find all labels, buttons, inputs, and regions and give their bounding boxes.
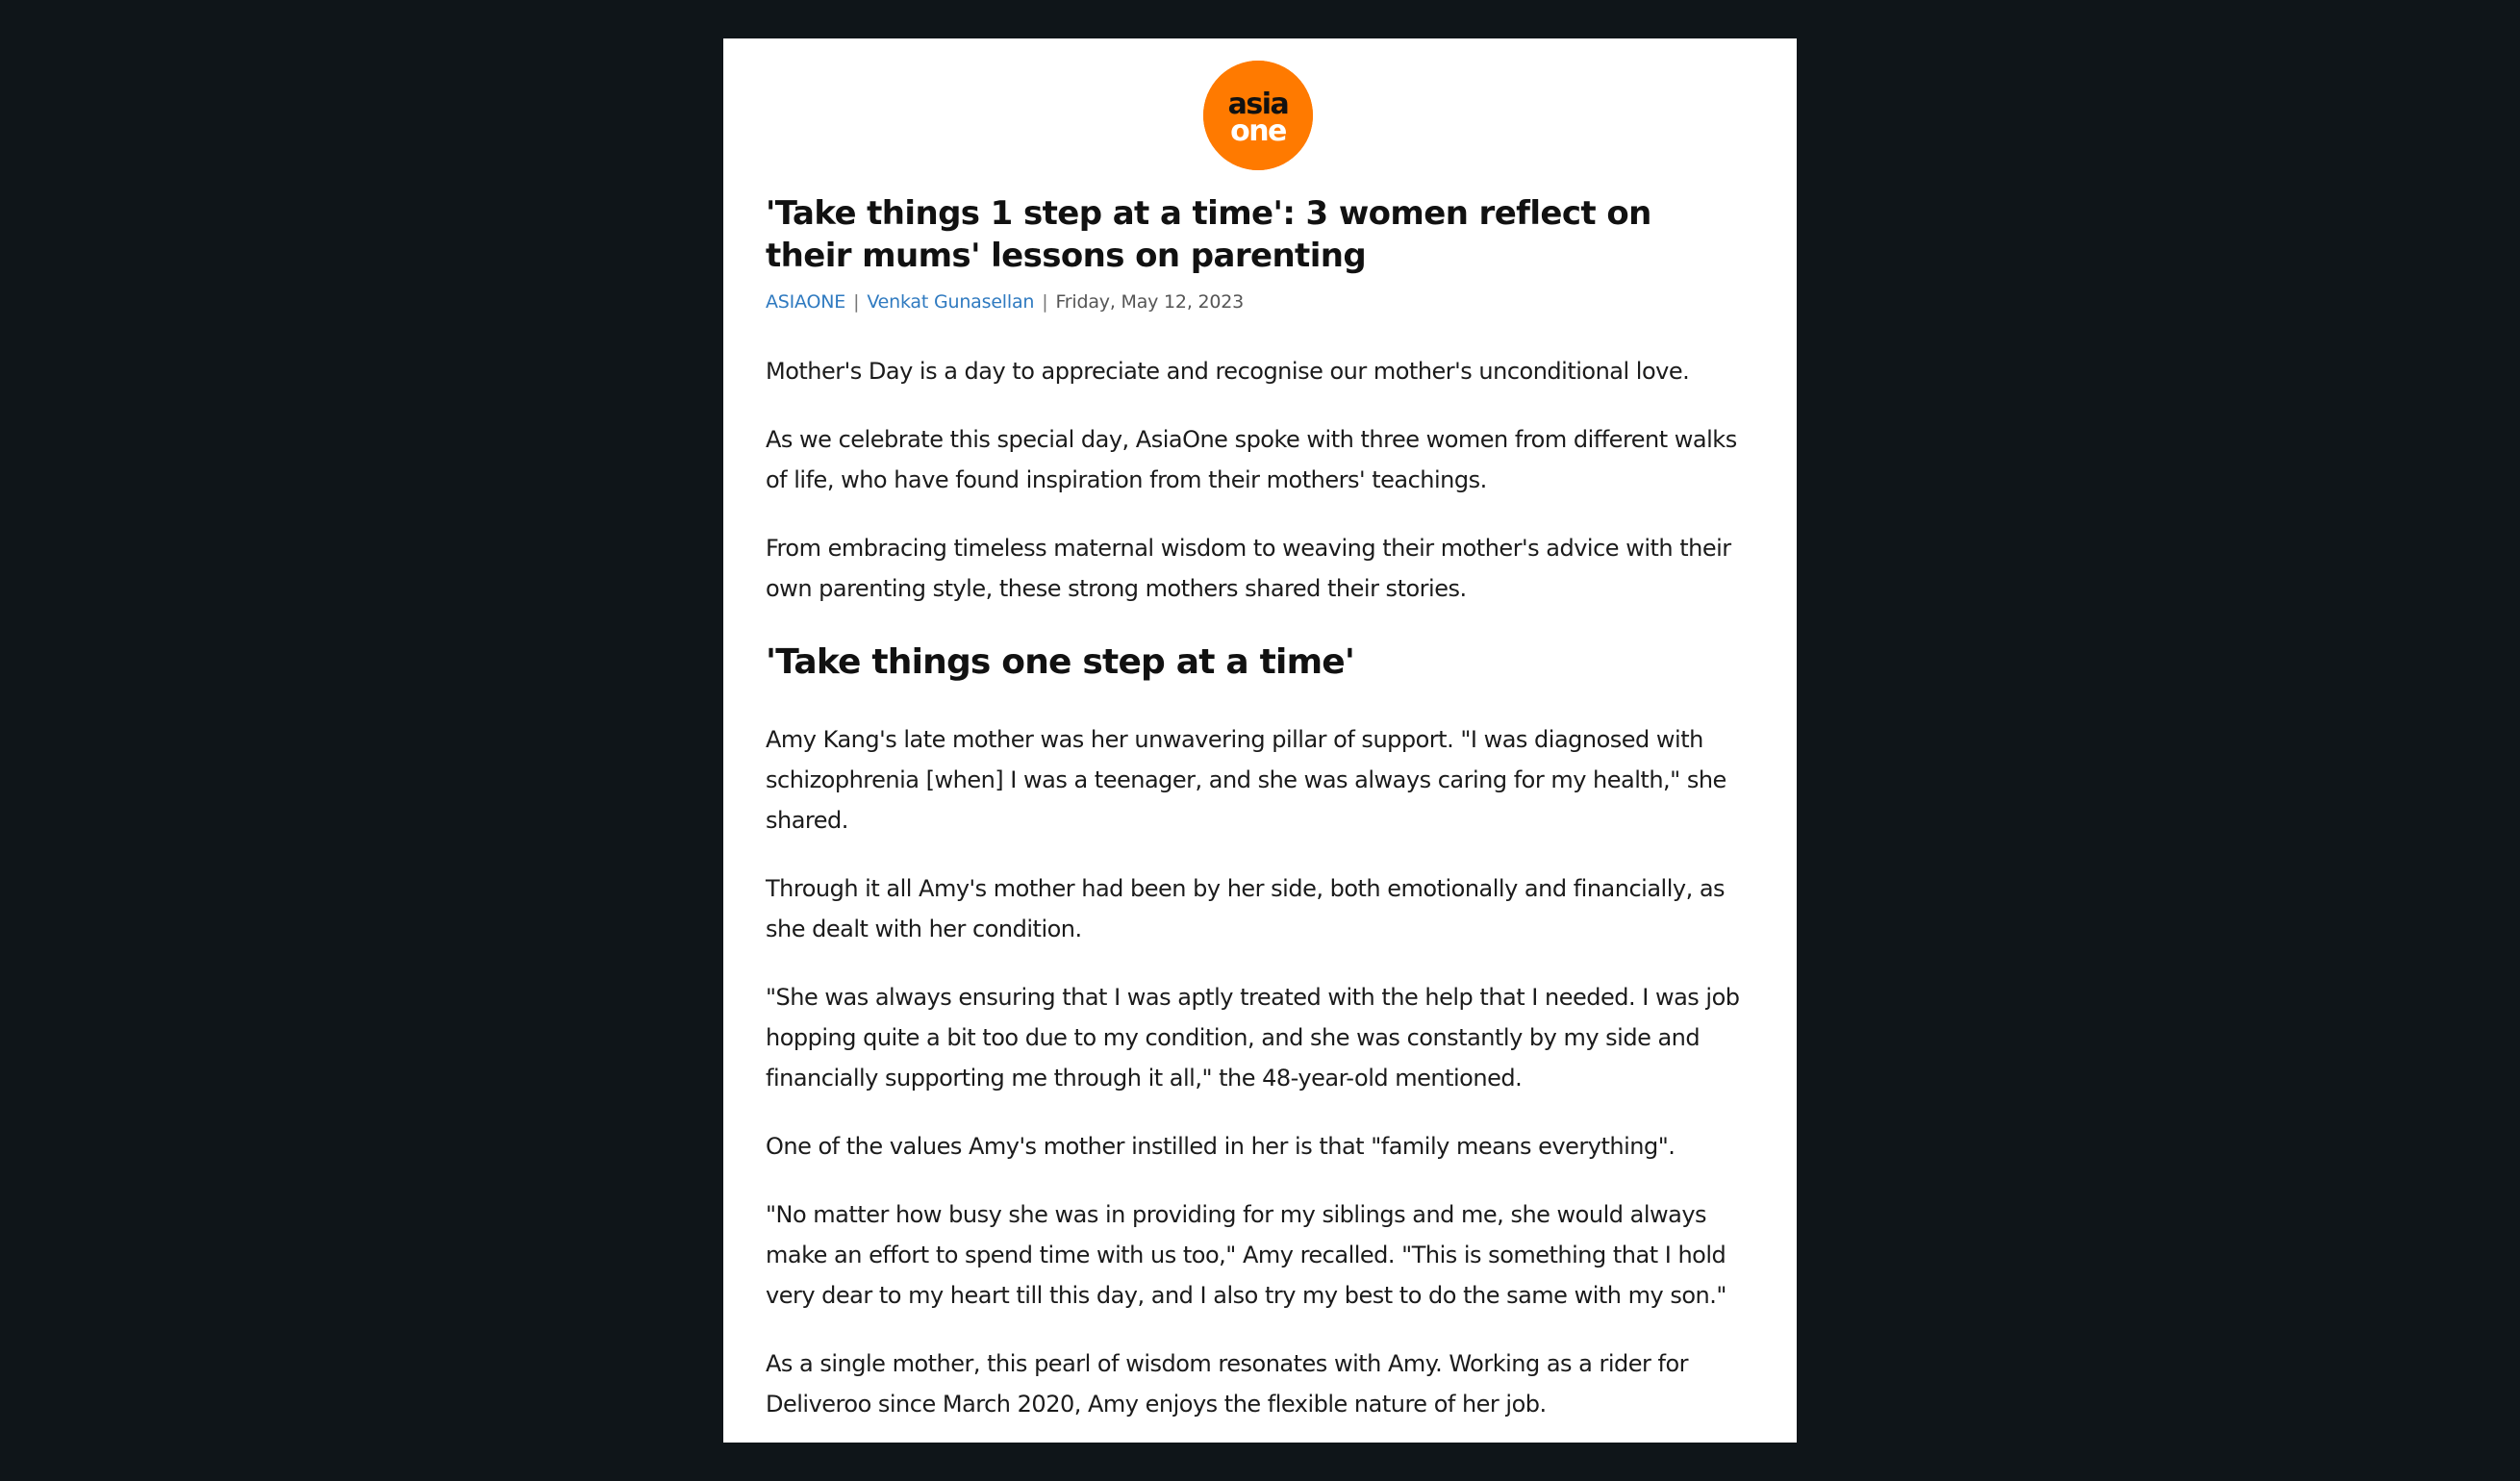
article-headline: 'Take things 1 step at a time': 3 women reflect on their mums' lessons on parenting [766,194,1651,275]
article-paragraph: One of the values Amy's mother instilled in her is that "family means everything". [766,1133,1676,1160]
article-paragraph: As we celebrate this special day, AsiaOne spoke with three women from different walks of life, who have found inspiration from their mothers' teachings. [766,426,1737,493]
article-paragraph: As a single mother, this pearl of wisdom resonates with Amy. Working as a rider for Deliveroo since March 2020, Amy enjoys the flexible nature of her job. [766,1350,1689,1418]
logo-text-one: one [1230,114,1286,148]
article-paragraph: Through it all Amy's mother had been by her side, both emotionally and financially, as she dealt with her condition. [766,875,1726,942]
asiaone-logo-mark [1203,61,1313,170]
article-paragraph: Amy Kang's late mother was her unwavering pillar of support. "I was diagnosed with schizophrenia [when] I was a teenager, and she was always caring for my health," she shared. [766,726,1726,834]
asiaone-logo[interactable] [1203,61,1313,170]
article-page [723,38,1797,1443]
source-link[interactable]: ASIAONE [766,291,846,313]
byline-separator: | [853,291,860,313]
article-paragraph: Mother's Day is a day to appreciate and recognise our mother's unconditional love. [766,358,1690,385]
section-heading: 'Take things one step at a time' [766,642,1355,682]
publish-date: Friday, May 12, 2023 [1055,291,1245,313]
byline-separator: | [1042,291,1048,313]
article-content [766,192,1754,1424]
article-paragraph: From embracing timeless maternal wisdom to weaving their mother's advice with their own parenting style, these strong mothers shared their stories. [766,535,1731,602]
article-paragraph: "She was always ensuring that I was aptly treated with the help that I needed. I was job hopping quite a bit too due to my condition, and she was constantly by my side and financially supporting me through it all," the 48-year-old mentioned. [766,984,1740,1092]
logo-text-asia: asia [1227,88,1289,121]
article-byline [766,289,1754,314]
author-link[interactable]: Venkat Gunasellan [867,291,1035,313]
article-paragraph: "No matter how busy she was in providing for my siblings and me, she would always make an effort to spend time with us too," Amy recalled. "This is something that I hold very dear to my heart till this day, and I also try my best to do the same with my son." [766,1201,1726,1309]
